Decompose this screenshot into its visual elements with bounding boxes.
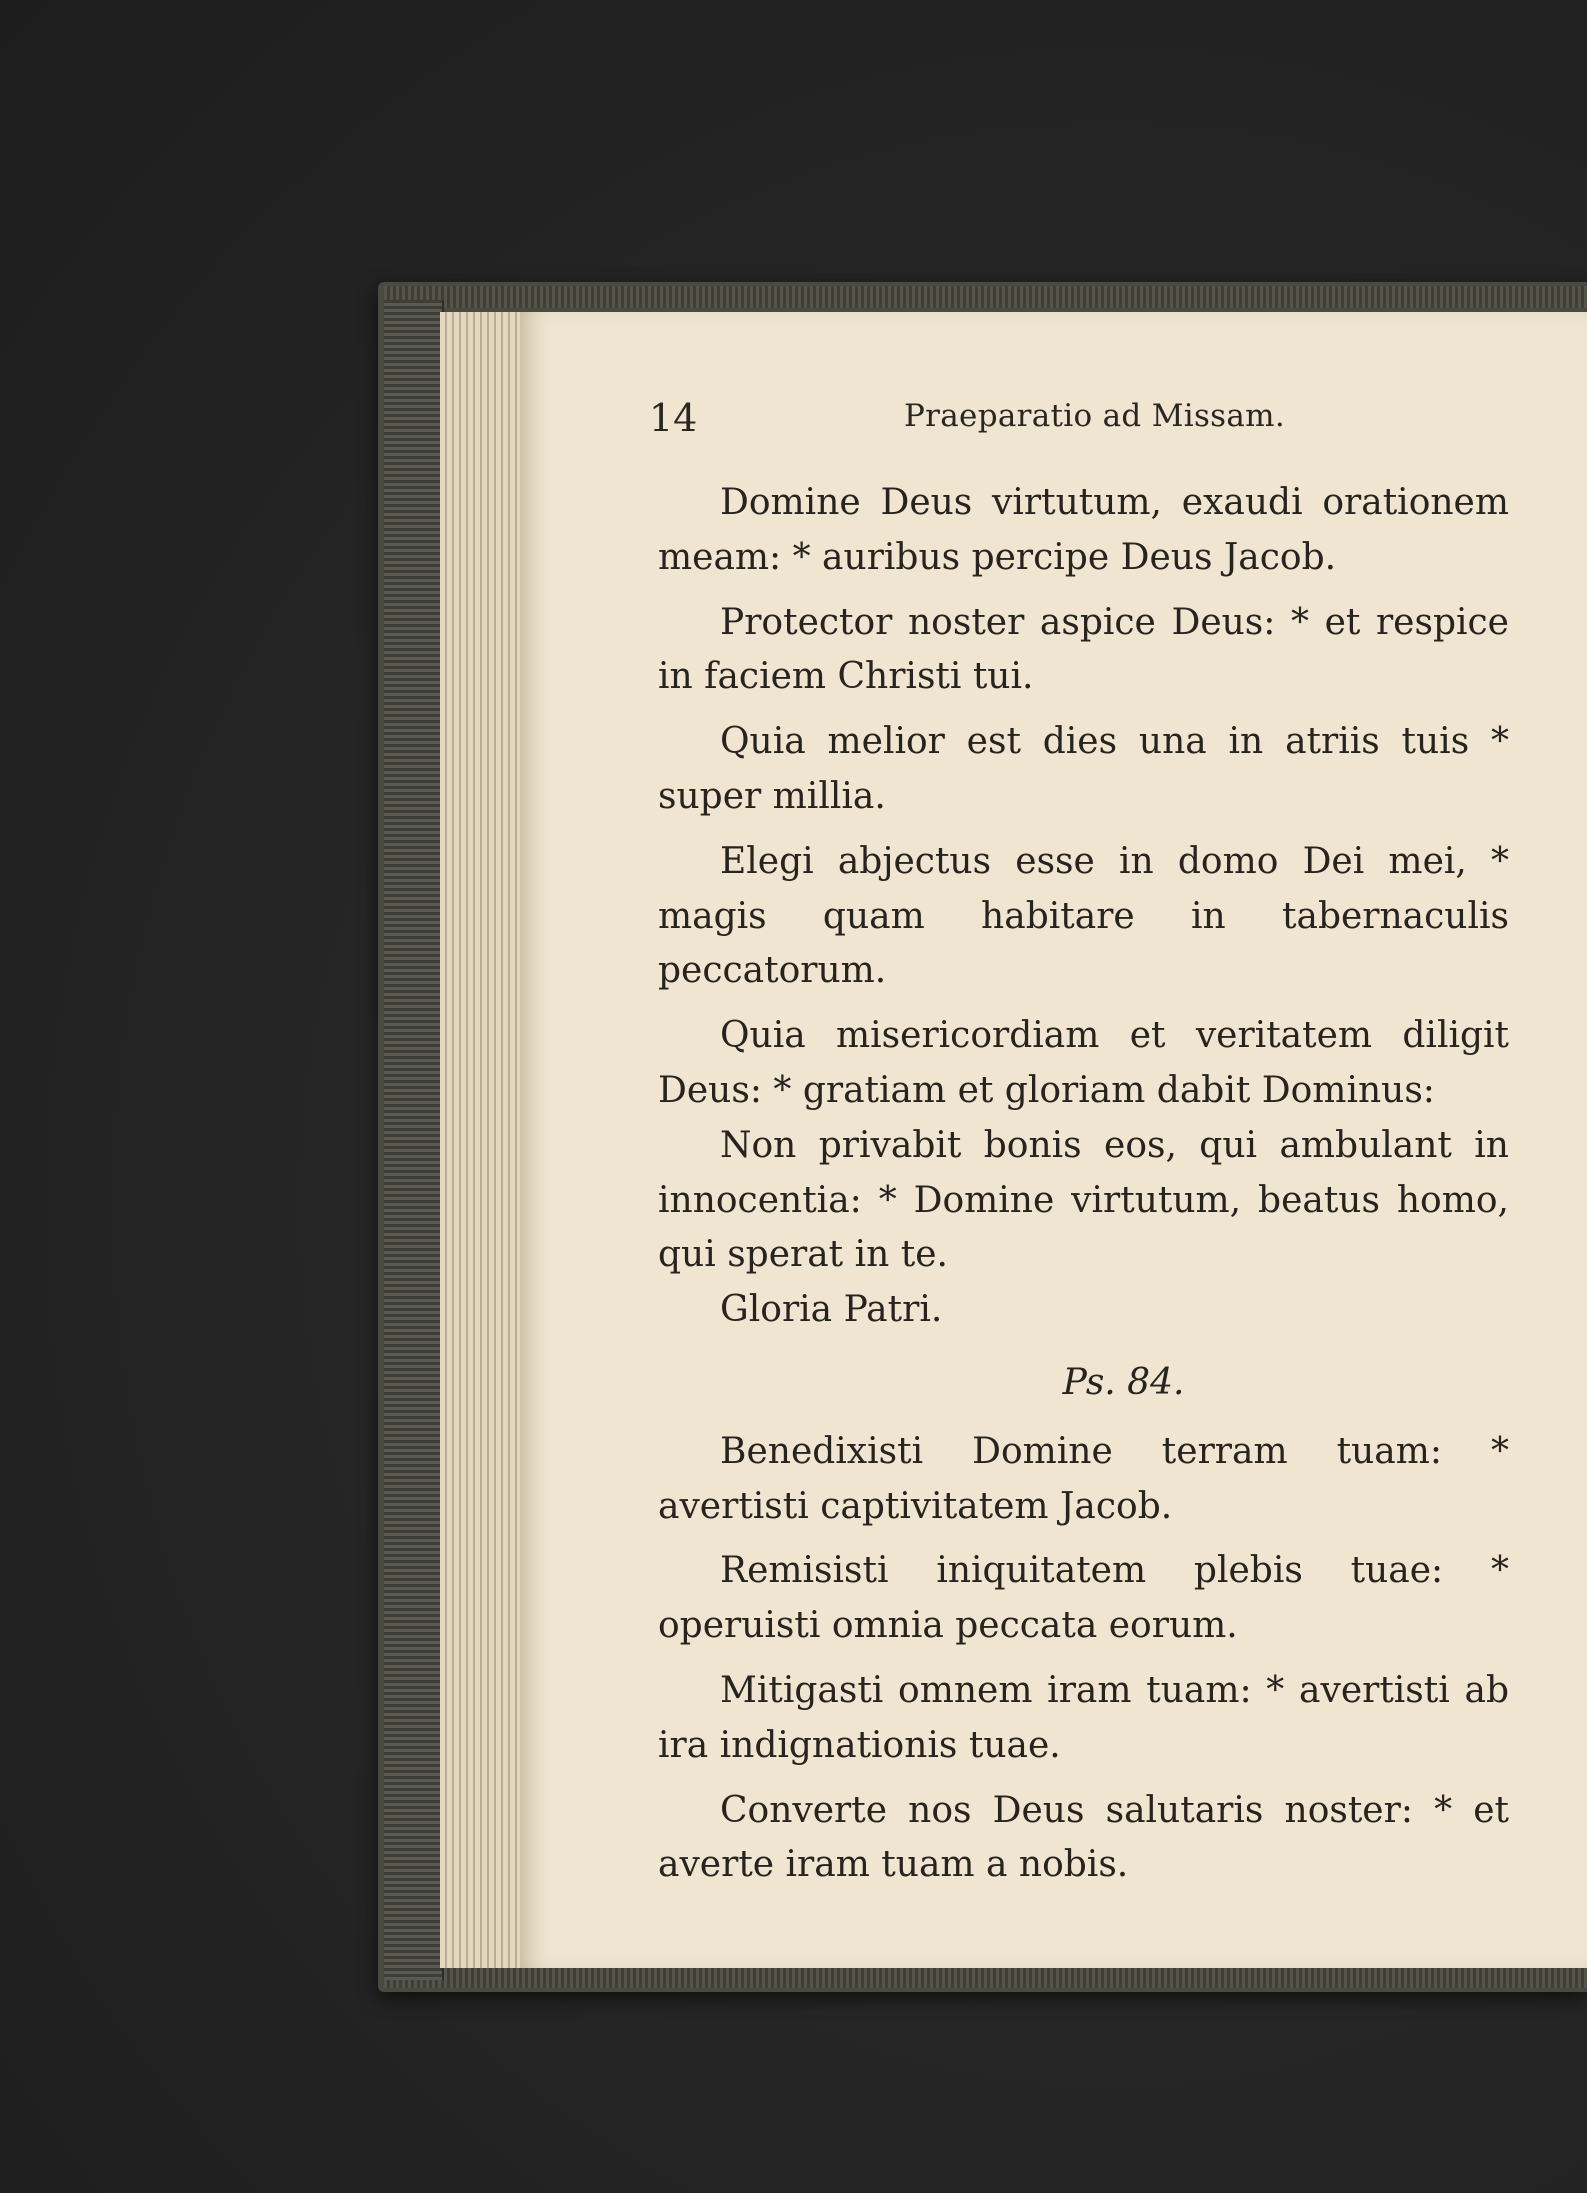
verse: Non privabit bonis eos, qui ambulant in innocentia: * Domine virtutum, beatus homo, qui sperat in te. <box>658 1124 1509 1276</box>
verse: Elegi abjectus esse in domo Dei mei, * magis quam habitare in tabernaculis peccatorum. <box>658 840 1509 992</box>
verse: Quia misericordiam et veritatem diligit Deus: * gratiam et gloriam dabit Dominus: <box>658 1015 1509 1111</box>
verse: Protector noster aspice Deus: * et respice in faciem Christi tui. <box>658 601 1509 698</box>
verse: Gloria Patri. <box>720 1289 943 1331</box>
verse: Remisisti iniquitatem plebis tuae: * operuisti omnia peccata eorum. <box>658 1550 1509 1647</box>
page-number: 14 <box>649 396 698 440</box>
verse: Quia melior est dies una in atriis tuis * super millia. <box>658 721 1509 817</box>
verse: Domine Deus virtutum, exaudi orationem meam: * auribus percipe Deus Jacob. <box>658 482 1509 578</box>
book-spine <box>384 300 444 1980</box>
verse: Benedixisti Domine terram tuam: * avertisti captivitatem Jacob. <box>658 1430 1509 1527</box>
page-text <box>658 476 1509 1893</box>
verse: Mitigasti omnem iram tuam: * avertisti ab ira indignationis tuae. <box>658 1669 1509 1766</box>
verse: Converte nos Deus salutaris noster: * et averte iram tuam a nobis. <box>658 1789 1509 1886</box>
running-title: Praeparatio ad Missam. <box>904 398 1286 434</box>
psalm-heading: Ps. 84. <box>1062 1361 1185 1403</box>
cover-bottom-edge <box>384 1968 1587 1988</box>
cover-top-edge <box>384 286 1587 308</box>
